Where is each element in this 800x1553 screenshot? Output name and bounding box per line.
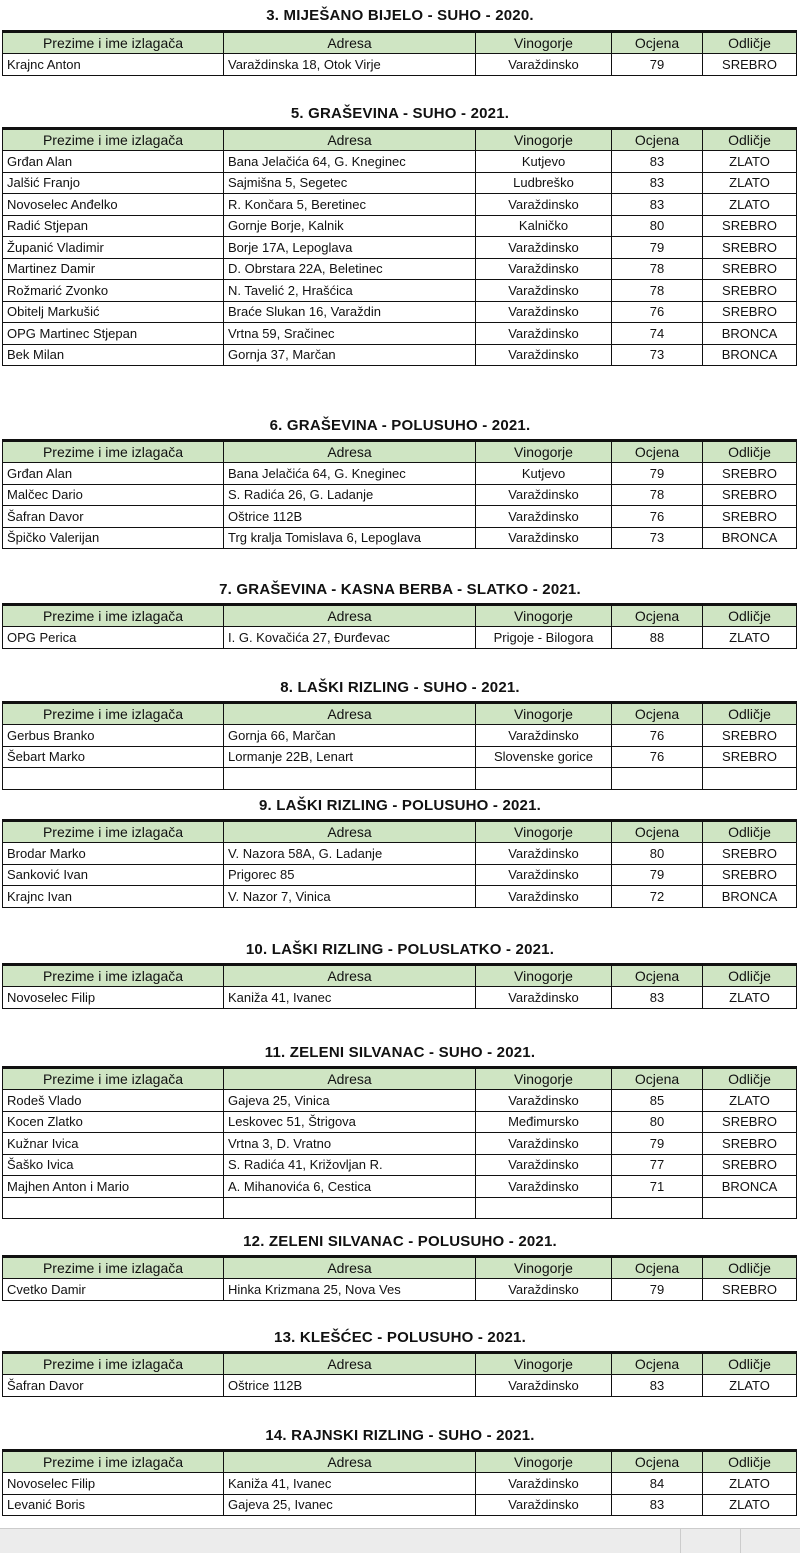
cell-wine-region: Varaždinsko: [476, 280, 612, 302]
cell-wine-region: Varaždinsko: [476, 864, 612, 886]
table-row: [3, 746, 797, 768]
results-table: [2, 1066, 797, 1219]
table-header-row: [3, 605, 797, 627]
header-award: Odličje: [703, 1353, 797, 1375]
header-score: Ocjena: [612, 703, 703, 725]
section-title: 3. MIJEŠANO BIJELO - SUHO - 2020.: [266, 7, 534, 24]
header-score: Ocjena: [612, 129, 703, 151]
header-wine-region: Vinogorje: [476, 1257, 612, 1279]
cell-wine-region: Varaždinsko: [476, 1494, 612, 1516]
table-row: [3, 886, 797, 908]
table-header-row: [3, 703, 797, 725]
header-score: Ocjena: [612, 32, 703, 54]
cell-award: SREBRO: [703, 1111, 797, 1133]
cell-wine-region: Kutjevo: [476, 463, 612, 485]
cell-score: 88: [612, 627, 703, 649]
cell-award: SREBRO: [703, 484, 797, 506]
header-award: Odličje: [703, 441, 797, 463]
cell-exhibitor-name: Malčec Dario: [3, 484, 224, 506]
cell-address: Lormanje 22B, Lenart: [224, 746, 476, 768]
cell-address: Gajeva 25, Vinica: [224, 1090, 476, 1112]
cell-wine-region: Varaždinsko: [476, 54, 612, 76]
cell-exhibitor-name: Grđan Alan: [3, 151, 224, 173]
table-row: [3, 627, 797, 649]
header-exhibitor-name: Prezime i ime izlagača: [3, 441, 224, 463]
cell-exhibitor-name: Novoselec Anđelko: [3, 194, 224, 216]
cell-score: 77: [612, 1154, 703, 1176]
cell-award: SREBRO: [703, 746, 797, 768]
cell-score: 80: [612, 843, 703, 865]
cell-score: 79: [612, 237, 703, 259]
table-row: [3, 1494, 797, 1516]
table-row: [3, 1111, 797, 1133]
header-address: Adresa: [224, 703, 476, 725]
cell-wine-region: Kalničko: [476, 215, 612, 237]
table-header-row: [3, 1257, 797, 1279]
cell-wine-region: Međimursko: [476, 1111, 612, 1133]
cell-score: 74: [612, 323, 703, 345]
table-header-row: [3, 965, 797, 987]
table-row: [3, 1154, 797, 1176]
cell-score: 72: [612, 886, 703, 908]
table-header-row: [3, 441, 797, 463]
header-exhibitor-name: Prezime i ime izlagača: [3, 1257, 224, 1279]
cell-exhibitor-name: Rodeš Vlado: [3, 1090, 224, 1112]
table-row: [3, 280, 797, 302]
cell-score: [612, 768, 703, 790]
cell-address: Braće Slukan 16, Varaždin: [224, 301, 476, 323]
table-row: [3, 54, 797, 76]
cell-score: 83: [612, 1375, 703, 1397]
cell-wine-region: [476, 768, 612, 790]
cell-wine-region: Varaždinsko: [476, 1473, 612, 1495]
header-address: Adresa: [224, 441, 476, 463]
cell-address: Borje 17A, Lepoglava: [224, 237, 476, 259]
cell-exhibitor-name: Brodar Marko: [3, 843, 224, 865]
cell-score: 79: [612, 864, 703, 886]
cell-exhibitor-name: Radić Stjepan: [3, 215, 224, 237]
results-table: [2, 1351, 797, 1397]
cell-wine-region: Varaždinsko: [476, 258, 612, 280]
cell-award: BRONCA: [703, 886, 797, 908]
results-table: [2, 1255, 797, 1301]
cell-award: BRONCA: [703, 1176, 797, 1198]
cell-score: 83: [612, 172, 703, 194]
table-row: [3, 506, 797, 528]
section-title: 12. ZELENI SILVANAC - POLUSUHO - 2021.: [243, 1233, 557, 1250]
cell-wine-region: Varaždinsko: [476, 344, 612, 366]
cell-address: R. Končara 5, Beretinec: [224, 194, 476, 216]
section-title: 8. LAŠKI RIZLING - SUHO - 2021.: [280, 679, 520, 696]
cell-score: 83: [612, 194, 703, 216]
header-award: Odličje: [703, 1451, 797, 1473]
header-address: Adresa: [224, 1451, 476, 1473]
cell-address: I. G. Kovačića 27, Đurđevac: [224, 627, 476, 649]
cell-address: N. Tavelić 2, Hrašćica: [224, 280, 476, 302]
header-address: Adresa: [224, 1068, 476, 1090]
header-wine-region: Vinogorje: [476, 441, 612, 463]
cell-score: 76: [612, 506, 703, 528]
scroll-segment[interactable]: [680, 1529, 741, 1553]
cell-award: ZLATO: [703, 1090, 797, 1112]
table-row: [3, 1133, 797, 1155]
cell-exhibitor-name: Špičko Valerijan: [3, 527, 224, 549]
cell-award: SREBRO: [703, 864, 797, 886]
cell-address: Gajeva 25, Ivanec: [224, 1494, 476, 1516]
cell-score: 73: [612, 344, 703, 366]
cell-award: SREBRO: [703, 1279, 797, 1301]
table-row: [3, 172, 797, 194]
cell-award: SREBRO: [703, 280, 797, 302]
cell-award: SREBRO: [703, 506, 797, 528]
cell-exhibitor-name: Kocen Zlatko: [3, 1111, 224, 1133]
results-table: [2, 439, 797, 549]
cell-exhibitor-name: Martinez Damir: [3, 258, 224, 280]
section-title: 13. KLEŠĆEC - POLUSUHO - 2021.: [274, 1329, 526, 1346]
cell-exhibitor-name: Krajnc Ivan: [3, 886, 224, 908]
cell-award: ZLATO: [703, 172, 797, 194]
cell-score: 76: [612, 746, 703, 768]
table-header-row: [3, 1353, 797, 1375]
cell-wine-region: Varaždinsko: [476, 1375, 612, 1397]
table-row: [3, 151, 797, 173]
cell-address: Gornje Borje, Kalnik: [224, 215, 476, 237]
results-table: [2, 127, 797, 366]
header-wine-region: Vinogorje: [476, 821, 612, 843]
cell-wine-region: Varaždinsko: [476, 506, 612, 528]
cell-address: Gornja 66, Marčan: [224, 725, 476, 747]
cell-exhibitor-name: Novoselec Filip: [3, 1473, 224, 1495]
header-award: Odličje: [703, 965, 797, 987]
cell-score: 83: [612, 1494, 703, 1516]
header-award: Odličje: [703, 129, 797, 151]
header-exhibitor-name: Prezime i ime izlagača: [3, 1068, 224, 1090]
cell-exhibitor-name: [3, 768, 224, 790]
table-row: [3, 194, 797, 216]
cell-exhibitor-name: Grđan Alan: [3, 463, 224, 485]
cell-score: 80: [612, 1111, 703, 1133]
table-row: [3, 237, 797, 259]
scroll-track[interactable]: [0, 1529, 681, 1553]
cell-score: 76: [612, 301, 703, 323]
header-score: Ocjena: [612, 965, 703, 987]
header-score: Ocjena: [612, 821, 703, 843]
cell-address: Sajmišna 5, Segetec: [224, 172, 476, 194]
cell-score: 80: [612, 215, 703, 237]
cell-address: Kaniža 41, Ivanec: [224, 1473, 476, 1495]
cell-award: SREBRO: [703, 215, 797, 237]
header-score: Ocjena: [612, 1068, 703, 1090]
cell-wine-region: Varaždinsko: [476, 527, 612, 549]
cell-award: [703, 768, 797, 790]
header-score: Ocjena: [612, 1257, 703, 1279]
results-table: [2, 963, 797, 1009]
cell-address: V. Nazor 7, Vinica: [224, 886, 476, 908]
cell-address: Varaždinska 18, Otok Virje: [224, 54, 476, 76]
cell-exhibitor-name: OPG Martinec Stjepan: [3, 323, 224, 345]
cell-award: SREBRO: [703, 463, 797, 485]
header-address: Adresa: [224, 1257, 476, 1279]
header-award: Odličje: [703, 821, 797, 843]
cell-address: V. Nazora 58A, G. Ladanje: [224, 843, 476, 865]
table-header-row: [3, 1068, 797, 1090]
header-address: Adresa: [224, 32, 476, 54]
table-header-row: [3, 129, 797, 151]
header-award: Odličje: [703, 32, 797, 54]
header-exhibitor-name: Prezime i ime izlagača: [3, 1353, 224, 1375]
cell-wine-region: Varaždinsko: [476, 1133, 612, 1155]
cell-wine-region: Varaždinsko: [476, 1154, 612, 1176]
cell-exhibitor-name: Šaško Ivica: [3, 1154, 224, 1176]
header-exhibitor-name: Prezime i ime izlagača: [3, 1451, 224, 1473]
cell-exhibitor-name: Obitelj Markušić: [3, 301, 224, 323]
cell-wine-region: Varaždinsko: [476, 1176, 612, 1198]
cell-wine-region: Varaždinsko: [476, 886, 612, 908]
header-wine-region: Vinogorje: [476, 1353, 612, 1375]
cell-score: 83: [612, 987, 703, 1009]
cell-exhibitor-name: Levanić Boris: [3, 1494, 224, 1516]
table-row: [3, 1090, 797, 1112]
cell-award: ZLATO: [703, 987, 797, 1009]
cell-exhibitor-name: Županić Vladimir: [3, 237, 224, 259]
cell-score: 78: [612, 258, 703, 280]
cell-exhibitor-name: Bek Milan: [3, 344, 224, 366]
cell-wine-region: Varaždinsko: [476, 987, 612, 1009]
cell-exhibitor-name: Sanković Ivan: [3, 864, 224, 886]
section-title: 14. RAJNSKI RIZLING - SUHO - 2021.: [265, 1427, 535, 1444]
cell-address: Bana Jelačića 64, G. Kneginec: [224, 463, 476, 485]
cell-award: ZLATO: [703, 1473, 797, 1495]
header-address: Adresa: [224, 821, 476, 843]
header-exhibitor-name: Prezime i ime izlagača: [3, 821, 224, 843]
cell-exhibitor-name: Šafran Davor: [3, 506, 224, 528]
cell-score: 73: [612, 527, 703, 549]
cell-exhibitor-name: Novoselec Filip: [3, 987, 224, 1009]
cell-wine-region: Ludbreško: [476, 172, 612, 194]
cell-address: Kaniža 41, Ivanec: [224, 987, 476, 1009]
header-address: Adresa: [224, 605, 476, 627]
cell-award: [703, 1197, 797, 1219]
cell-award: BRONCA: [703, 344, 797, 366]
results-table: [2, 30, 797, 76]
header-award: Odličje: [703, 605, 797, 627]
cell-score: 78: [612, 280, 703, 302]
cell-address: Prigorec 85: [224, 864, 476, 886]
cell-award: SREBRO: [703, 301, 797, 323]
header-award: Odličje: [703, 703, 797, 725]
section-title: 5. GRAŠEVINA - SUHO - 2021.: [290, 105, 510, 122]
header-address: Adresa: [224, 965, 476, 987]
header-score: Ocjena: [612, 1353, 703, 1375]
cell-score: 79: [612, 1279, 703, 1301]
cell-wine-region: Varaždinsko: [476, 301, 612, 323]
cell-exhibitor-name: Jalšić Franjo: [3, 172, 224, 194]
cell-score: 83: [612, 151, 703, 173]
cell-address: A. Mihanovića 6, Cestica: [224, 1176, 476, 1198]
cell-award: SREBRO: [703, 843, 797, 865]
cell-wine-region: [476, 1197, 612, 1219]
cell-wine-region: Varaždinsko: [476, 484, 612, 506]
header-wine-region: Vinogorje: [476, 1068, 612, 1090]
cell-award: SREBRO: [703, 54, 797, 76]
cell-exhibitor-name: Cvetko Damir: [3, 1279, 224, 1301]
cell-address: Vrtna 3, D. Vratno: [224, 1133, 476, 1155]
cell-score: [612, 1197, 703, 1219]
cell-score: 71: [612, 1176, 703, 1198]
section-title: 9. LAŠKI RIZLING - POLUSUHO - 2021.: [258, 797, 542, 814]
table-row: [3, 1279, 797, 1301]
cell-award: ZLATO: [703, 1375, 797, 1397]
cell-wine-region: Varaždinsko: [476, 194, 612, 216]
cell-address: Oštrice 112B: [224, 1375, 476, 1397]
cell-exhibitor-name: Šafran Davor: [3, 1375, 224, 1397]
table-row: [3, 323, 797, 345]
cell-address: S. Radića 26, G. Ladanje: [224, 484, 476, 506]
cell-exhibitor-name: Rožmarić Zvonko: [3, 280, 224, 302]
table-row: [3, 463, 797, 485]
header-address: Adresa: [224, 129, 476, 151]
table-header-row: [3, 32, 797, 54]
cell-exhibitor-name: Krajnc Anton: [3, 54, 224, 76]
table-row: [3, 1176, 797, 1198]
table-row: [3, 864, 797, 886]
header-exhibitor-name: Prezime i ime izlagača: [3, 32, 224, 54]
cell-address: Vrtna 59, Sračinec: [224, 323, 476, 345]
cell-award: BRONCA: [703, 527, 797, 549]
results-table: [2, 819, 797, 908]
section-title: 7. GRAŠEVINA - KASNA BERBA - SLATKO - 2021.: [219, 581, 581, 598]
header-wine-region: Vinogorje: [476, 129, 612, 151]
bottom-scroll-bar[interactable]: [0, 1528, 800, 1553]
cell-exhibitor-name: [3, 1197, 224, 1219]
table-row: [3, 344, 797, 366]
header-exhibitor-name: Prezime i ime izlagača: [3, 129, 224, 151]
cell-exhibitor-name: Majhen Anton i Mario: [3, 1176, 224, 1198]
header-wine-region: Vinogorje: [476, 965, 612, 987]
header-wine-region: Vinogorje: [476, 1451, 612, 1473]
cell-wine-region: Varaždinsko: [476, 725, 612, 747]
header-score: Ocjena: [612, 605, 703, 627]
cell-award: SREBRO: [703, 237, 797, 259]
section-title: 11. ZELENI SILVANAC - SUHO - 2021.: [264, 1044, 536, 1061]
cell-award: SREBRO: [703, 1154, 797, 1176]
table-header-row: [3, 1451, 797, 1473]
header-wine-region: Vinogorje: [476, 32, 612, 54]
table-header-row: [3, 821, 797, 843]
table-row: [3, 258, 797, 280]
cell-score: 79: [612, 54, 703, 76]
cell-award: ZLATO: [703, 1494, 797, 1516]
cell-wine-region: Varaždinsko: [476, 1279, 612, 1301]
table-row: [3, 987, 797, 1009]
cell-address: Gornja 37, Marčan: [224, 344, 476, 366]
table-row: [3, 527, 797, 549]
header-wine-region: Vinogorje: [476, 605, 612, 627]
header-score: Ocjena: [612, 441, 703, 463]
results-table: [2, 1449, 797, 1516]
cell-address: Leskovec 51, Štrigova: [224, 1111, 476, 1133]
cell-score: 76: [612, 725, 703, 747]
cell-address: Trg kralja Tomislava 6, Lepoglava: [224, 527, 476, 549]
cell-address: Bana Jelačića 64, G. Kneginec: [224, 151, 476, 173]
cell-score: 84: [612, 1473, 703, 1495]
cell-award: SREBRO: [703, 725, 797, 747]
cell-wine-region: Varaždinsko: [476, 237, 612, 259]
table-row: [3, 301, 797, 323]
header-address: Adresa: [224, 1353, 476, 1375]
cell-award: ZLATO: [703, 194, 797, 216]
cell-score: 79: [612, 1133, 703, 1155]
cell-score: 79: [612, 463, 703, 485]
table-row: [3, 1375, 797, 1397]
cell-wine-region: Slovenske gorice: [476, 746, 612, 768]
table-row: [3, 215, 797, 237]
cell-score: 85: [612, 1090, 703, 1112]
header-award: Odličje: [703, 1068, 797, 1090]
cell-award: SREBRO: [703, 258, 797, 280]
cell-address: S. Radića 41, Križovljan R.: [224, 1154, 476, 1176]
cell-award: SREBRO: [703, 1133, 797, 1155]
cell-award: BRONCA: [703, 323, 797, 345]
cell-address: D. Obrstara 22A, Beletinec: [224, 258, 476, 280]
cell-address: [224, 768, 476, 790]
header-exhibitor-name: Prezime i ime izlagača: [3, 703, 224, 725]
section-title: 6. GRAŠEVINA - POLUSUHO - 2021.: [269, 417, 531, 434]
header-award: Odličje: [703, 1257, 797, 1279]
cell-address: Hinka Krizmana 25, Nova Ves: [224, 1279, 476, 1301]
section-title: 10. LAŠKI RIZLING - POLUSLATKO - 2021.: [245, 941, 555, 958]
results-table: [2, 603, 797, 649]
table-row: [3, 843, 797, 865]
results-table: [2, 701, 797, 790]
cell-wine-region: Prigoje - Bilogora: [476, 627, 612, 649]
header-wine-region: Vinogorje: [476, 703, 612, 725]
cell-exhibitor-name: Šebart Marko: [3, 746, 224, 768]
cell-wine-region: Varaždinsko: [476, 1090, 612, 1112]
header-score: Ocjena: [612, 1451, 703, 1473]
cell-exhibitor-name: Gerbus Branko: [3, 725, 224, 747]
header-exhibitor-name: Prezime i ime izlagača: [3, 965, 224, 987]
cell-wine-region: Kutjevo: [476, 151, 612, 173]
table-row: [3, 1197, 797, 1219]
cell-award: ZLATO: [703, 627, 797, 649]
cell-wine-region: Varaždinsko: [476, 843, 612, 865]
cell-score: 78: [612, 484, 703, 506]
header-exhibitor-name: Prezime i ime izlagača: [3, 605, 224, 627]
table-row: [3, 725, 797, 747]
cell-address: [224, 1197, 476, 1219]
cell-wine-region: Varaždinsko: [476, 323, 612, 345]
cell-award: ZLATO: [703, 151, 797, 173]
cell-exhibitor-name: Kužnar Ivica: [3, 1133, 224, 1155]
table-row: [3, 484, 797, 506]
table-row: [3, 1473, 797, 1495]
cell-address: Oštrice 112B: [224, 506, 476, 528]
table-row: [3, 768, 797, 790]
cell-exhibitor-name: OPG Perica: [3, 627, 224, 649]
